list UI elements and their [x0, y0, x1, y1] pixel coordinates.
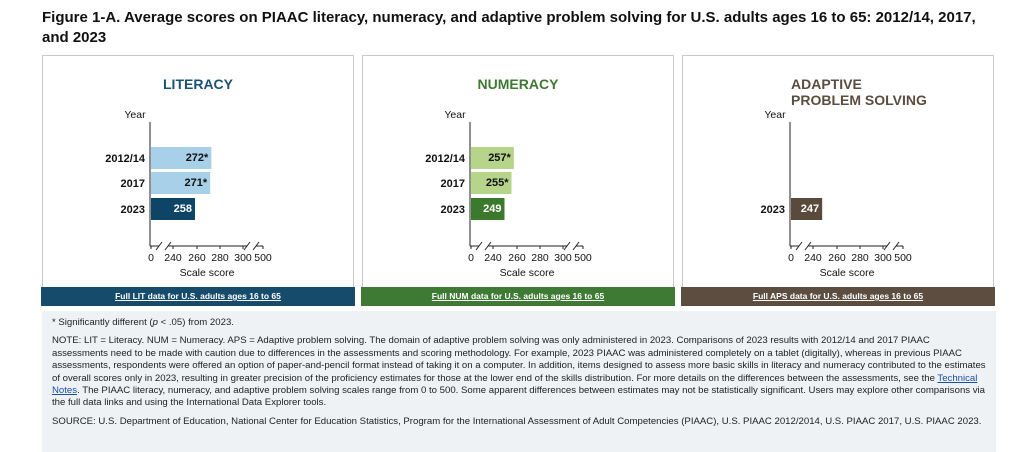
- literacy-chart: [43, 56, 355, 288]
- aps-title-line-2: PROBLEM SOLVING: [791, 92, 927, 108]
- category-label: 2012/14: [105, 153, 145, 165]
- aps-chart: [683, 56, 995, 288]
- category-label: 2012/14: [425, 153, 465, 165]
- x-tick-label: 280: [851, 252, 869, 264]
- literacy-panel: [42, 55, 354, 305]
- x-axis-label: Scale score: [179, 267, 235, 279]
- x-tick-label: 260: [508, 252, 526, 264]
- category-label: 2023: [120, 204, 145, 216]
- x-tick-label: 240: [484, 252, 502, 264]
- y-axis-label: Year: [444, 109, 466, 121]
- data-label: 257*: [488, 152, 511, 164]
- x-tick-label: 500: [894, 252, 912, 264]
- x-tick-label: 240: [164, 252, 182, 264]
- significance-note: * Significantly different (p < .05) from 2023.: [52, 317, 234, 328]
- data-label: 249: [483, 203, 502, 215]
- x-tick-label: 240: [804, 252, 822, 264]
- y-axis-label: Year: [764, 109, 786, 121]
- aps-full-data-link[interactable]: Full APS data for U.S. adults ages 16 to 65: [681, 287, 995, 306]
- x-tick-label: 260: [188, 252, 206, 264]
- x-axis-label: Scale score: [499, 267, 555, 279]
- numeracy-chart-title: NUMERACY: [477, 76, 559, 92]
- x-tick-label: 500: [254, 252, 272, 264]
- category-label: 2017: [440, 178, 465, 190]
- x-tick-label: 0: [788, 252, 794, 264]
- x-axis-label: Scale score: [819, 267, 875, 279]
- aps-title-line-1: ADAPTIVE: [791, 76, 862, 92]
- x-tick-label: 0: [468, 252, 474, 264]
- literacy-chart-title: LITERACY: [163, 76, 233, 92]
- data-label: 255*: [485, 177, 509, 189]
- data-label: 271*: [184, 177, 208, 189]
- notes-box: [42, 311, 996, 452]
- source-note: SOURCE: U.S. Department of Education, National Center for Education Statistics, Program for the International Assessment of Adult Competencies (PIAAC), U.S. PIAAC 2012/2014, U.S. PIAAC 2017, U.S. PIAAC 2023.: [52, 415, 982, 427]
- category-label: 2023: [760, 204, 785, 216]
- x-tick-label: 300: [874, 252, 892, 264]
- data-label: 247: [800, 203, 820, 215]
- literacy-full-data-link[interactable]: Full LIT data for U.S. adults ages 16 to 65: [41, 287, 355, 306]
- x-tick-label: 280: [531, 252, 549, 264]
- x-tick-label: 300: [554, 252, 572, 264]
- numeracy-panel: [362, 55, 674, 305]
- y-axis-label: Year: [124, 109, 146, 121]
- x-tick-label: 500: [574, 252, 592, 264]
- technical-notes-link[interactable]: Technical Notes: [52, 372, 978, 397]
- numeracy-chart: [363, 56, 675, 288]
- x-tick-label: 0: [148, 252, 154, 264]
- numeracy-full-data-link[interactable]: Full NUM data for U.S. adults ages 16 to 65: [361, 287, 675, 306]
- data-label: 272*: [185, 152, 209, 164]
- aps-panel: [682, 55, 994, 305]
- x-tick-label: 280: [211, 252, 229, 264]
- x-tick-label: 300: [234, 252, 252, 264]
- category-label: 2023: [440, 204, 465, 216]
- data-label: 258: [173, 203, 192, 215]
- x-tick-label: 260: [828, 252, 846, 264]
- category-label: 2017: [120, 178, 145, 190]
- figure-title: Figure 1-A. Average scores on PIAAC literacy, numeracy, and adaptive problem solving for U.S. adults ages 16 to 65: 2012/14, 2017, and 2023: [42, 9, 976, 46]
- general-note: NOTE: LIT = Literacy. NUM = Numeracy. APS = Adaptive problem solving. The domain of adaptive problem solving was only administered in 2023. Comparisons of 2023 results with 2012/14 and 2017 PIAAC assessments need to be made with caution due to differences in the assessments and scoring methodology. For example, 2023 PIAAC was administered completely on a tablet (digitally), whereas in previous PIAAC assessments, respondents were offered an option of paper-and-pencil format instead of taking it on a computer. In addition, items designed to assess more basic skills in literacy and numeracy contributed to the estimates of overall scores only in 2023, resulting in greater precision of the proficiency estimates for those at the lower end of the skills distribution. For more details on the differences between the assessments, see the Technical Notes. The PIAAC literacy, numeracy, and adaptive problem solving scales range from 0 to 500. Some apparent differences between estimates may not be statistically significant. Users may explore other comparisons via the full data links and using the International Data Explorer tools.: [52, 335, 986, 409]
